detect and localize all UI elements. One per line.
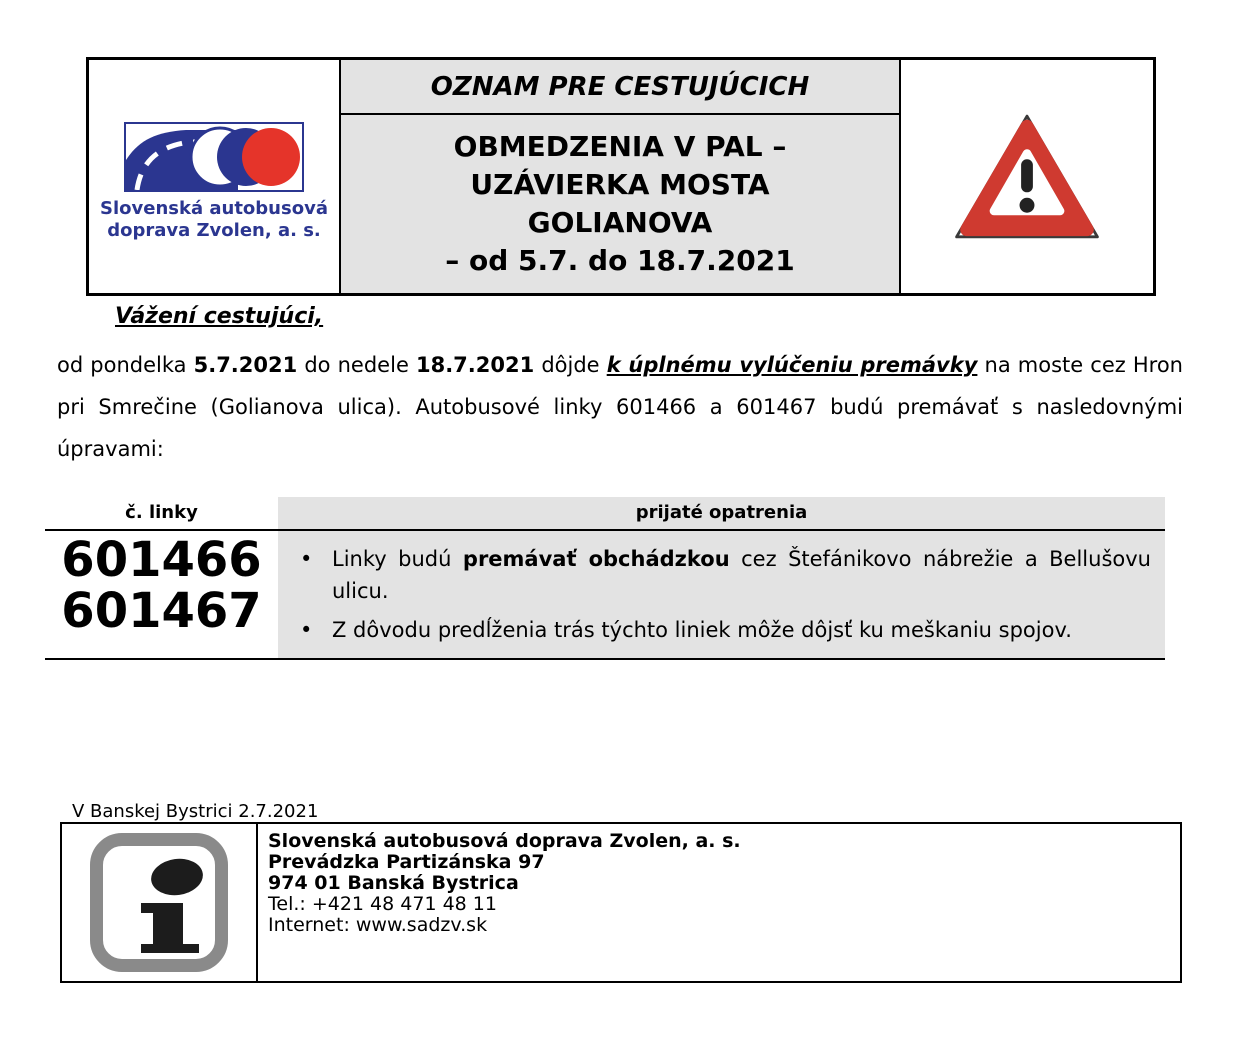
table-body-row xyxy=(45,531,1165,660)
address-line2: 974 01 Banská Bystrica xyxy=(268,872,519,894)
measure-item xyxy=(278,614,1151,646)
info-icon-dot xyxy=(149,856,206,899)
line-number: 601466 xyxy=(61,532,262,588)
address-line1: Prevádzka Partizánska 97 xyxy=(268,851,545,873)
dateline: V Banskej Bystrici 2.7.2021 xyxy=(72,801,319,822)
logo-caption-line1: Slovenská autobusová xyxy=(100,198,328,219)
website: Internet: www.sadzv.sk xyxy=(268,914,488,936)
company-logo xyxy=(89,60,339,293)
footer-box xyxy=(60,822,1182,983)
measure-text: Linky budú premávať obchádzkou cez Štefánikovo nábrežie a Bellušovu ulicu. xyxy=(332,547,1151,603)
company-name: Slovenská autobusová doprava Zvolen, a. s. xyxy=(268,830,741,852)
title-line-1: OBMEDZENIA V PAL – xyxy=(453,130,787,163)
logo-caption xyxy=(100,198,328,242)
sad-zvolen-logo-icon xyxy=(124,122,304,192)
contact-info xyxy=(258,824,1180,981)
bullet-icon: • xyxy=(300,547,313,571)
announcement-title xyxy=(341,115,899,293)
measure-item xyxy=(278,543,1151,607)
info-icon-cell xyxy=(62,824,258,981)
column-header-line-number: č. linky xyxy=(45,497,278,529)
line-numbers-cell xyxy=(45,531,278,658)
measure-text: Z dôvodu predĺženia trás týchto liniek môže dôjsť ku meškaniu spojov. xyxy=(332,618,1072,642)
title-panel xyxy=(339,60,901,293)
warning-triangle-icon xyxy=(948,106,1106,247)
warning-sign-cell xyxy=(901,60,1153,293)
info-icon-base xyxy=(141,944,199,953)
header-box xyxy=(86,57,1156,296)
line-number: 601467 xyxy=(61,583,262,639)
title-line-4: – od 5.7. do 18.7.2021 xyxy=(445,244,795,277)
measures-cell xyxy=(278,531,1165,658)
road-and-circles-graphic xyxy=(126,124,302,190)
title-line-3: GOLIANOVA xyxy=(527,206,713,239)
intro-paragraph: od pondelka 5.7.2021 do nedele 18.7.2021 dôjde k úplnému vylúčeniu premávky na moste cez Hron pri Smrečine (Golianova ulica). Autobusové linky 601466 a 601467 budú premávať s nasledovnými úpravami: xyxy=(57,353,1183,461)
info-icon-stem xyxy=(153,903,183,950)
salutation: Vážení cestujúci, xyxy=(115,304,324,329)
bullet-icon: • xyxy=(300,618,313,642)
measures-table xyxy=(45,497,1165,660)
info-icon xyxy=(90,833,228,972)
phone-number: Tel.: +421 48 471 48 11 xyxy=(268,893,497,915)
notice-label: OZNAM PRE CESTUJÚCICH xyxy=(341,60,899,115)
table-header-row xyxy=(45,497,1165,531)
column-header-measures: prijaté opatrenia xyxy=(278,497,1165,529)
logo-caption-line2: doprava Zvolen, a. s. xyxy=(107,220,321,241)
title-line-2: UZÁVIERKA MOSTA xyxy=(470,168,770,201)
